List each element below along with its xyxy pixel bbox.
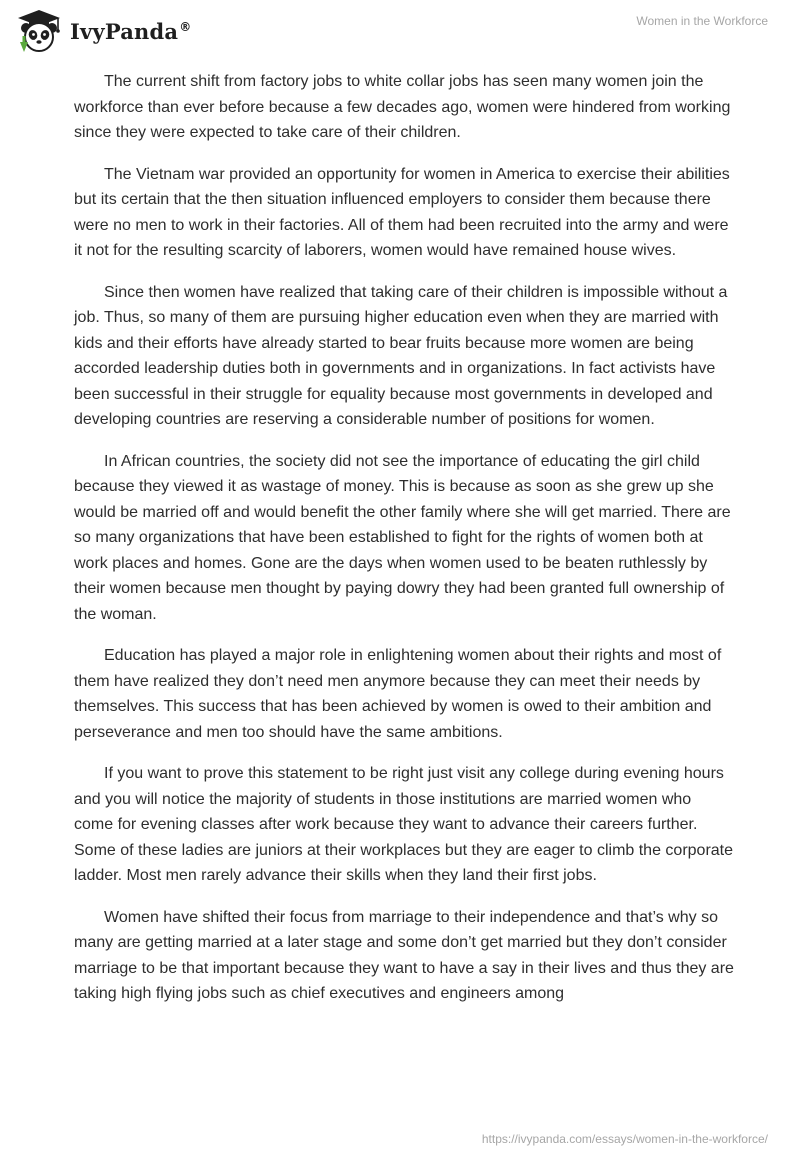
paragraph: If you want to prove this statement to be right just visit any college during evening hours and you will notice the majority of students in those institutions are married women who come for evening classes after work because they want to advance their careers further. Some of these ladies are juniors at their workplaces but they are eager to climb the corporate ladder. Most men rarely advance their skills when they land their first jobs.	[74, 765, 734, 884]
paragraph: The current shift from factory jobs to white collar jobs has seen many women join the workforce than ever before because a few decades ago, women were hindered from working since they were expected to take care of their children.	[74, 73, 731, 141]
logo-text: IvyPanda®	[70, 18, 192, 44]
paragraph: Since then women have realized that taking care of their children is impossible without a job. Thus, so many of them are pursuing higher education even when they are married with kids and their efforts have already started to bear fruits because more women are being accorded leadership duties both in governments and in organizations. In fact activists have been successful in their struggle for equality because most governments in developed and developing countries are reserving a considerable number of positions for women.	[74, 283, 728, 428]
ivypanda-logo[interactable]	[14, 6, 191, 56]
panda-graduate-icon	[14, 6, 64, 56]
paragraph: Women have shifted their focus from marriage to their independence and that’s why so many are getting married at a later stage and some don’t get married but they don’t consider marriage to be that important because they want to have a say in their lives and thus they are taking high flying jobs such as chief executives and engineers among	[74, 908, 734, 1002]
paragraph: The Vietnam war provided an opportunity for women in America to exercise their abilities but its certain that the then situation influenced employers to consider them because there were no men to work in their factories. All of them had been recruited into the army and were it not for the resulting scarcity of laborers, women would have remained house wives.	[74, 165, 730, 259]
page-header	[0, 0, 800, 60]
essay-body	[74, 69, 734, 1023]
paragraph: In African countries, the society did not see the importance of educating the girl child because they viewed it as wastage of money. This is because as soon as she grew up she would be married off and would benefit the other family where she will get married. There are so many organizations that have been established to fight for the rights of women both at work places and homes. Gone are the days when women used to be beaten ruthlessly by their women because men thought by paying dowry they had been granted full ownership of the woman.	[74, 452, 731, 623]
source-url[interactable]: https://ivypanda.com/essays/women-in-the-workforce/	[481, 1132, 768, 1146]
document-title: Women in the Workforce	[636, 14, 768, 28]
paragraph: Education has played a major role in enlightening women about their rights and most of them have realized they don’t need men anymore because they can meet their needs by themselves. This success that has been achieved by women is owed to their ambition and perseverance and men too should have the same ambitions.	[74, 647, 722, 741]
